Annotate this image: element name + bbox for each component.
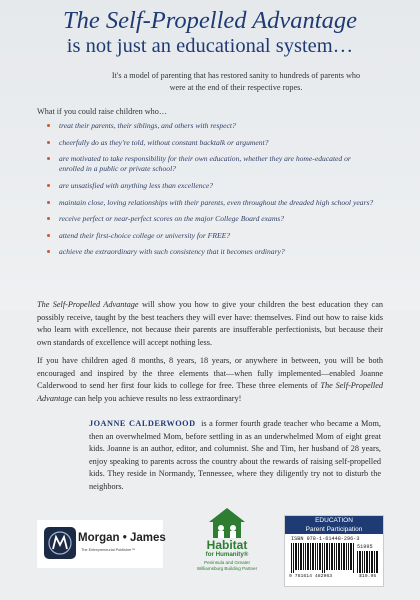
habitat-logo (191, 506, 263, 586)
list-item: cheerfully do as they're told, without constant backtalk or argument? (47, 138, 377, 148)
price-barcode-icon (357, 551, 379, 573)
list-item: are unsatisfied with anything less than excellence? (47, 181, 377, 191)
category-label: EDUCATION Parent Participation (285, 516, 383, 534)
bullet-icon (47, 141, 50, 144)
bullet-icon (47, 217, 50, 220)
list-lead: What if you could raise children who… (37, 107, 168, 116)
bullet-icon (47, 250, 50, 253)
price-label: $19.95 (359, 574, 377, 579)
barcode-icon (291, 543, 355, 573)
list-item: achieve the extraordinary with such consistency that it becomes ordinary? (47, 247, 377, 257)
cover-subtitle: is not just an educational system… (66, 35, 354, 57)
barcode-panel (284, 515, 384, 587)
ean-number: 9 781614 482963 (289, 574, 333, 579)
publisher-mark-icon (44, 527, 76, 559)
question-list (47, 121, 377, 264)
publisher-tagline: The Entrepreneurial Publisher™ (81, 548, 136, 552)
isbn-text: ISBN 978-1-61448-296-3 (291, 536, 360, 542)
publisher-logo (37, 520, 166, 568)
author-bio: JOANNE CALDERWOOD is a former fourth grade teacher who became a Mom, then an overwhelmed Mom, before settling in as an underwhelmed Mom of eight great kids. Joanne is an author, editor, and columnist. She and Tim, her husband of 28 years, enjoy speaking to parents across the country about the rewards of raising self-propelled kids. They reside in Normandy, Tennessee, where they diligently try not to disturb the neighbors. (89, 419, 381, 491)
bullet-icon (47, 124, 50, 127)
description-paragraph: The Self-Propelled Advantage will show you how to give your children the best education they can possibly receive, taught by the best teachers they will ever have: themselves. Find out how to raise kids who learn with excellence, not because their parents are insufferable perfectionists, but because their own standards of excellence will accept nothing less. (37, 300, 383, 347)
list-item: are motivated to take responsibility for their own education, whether they are home-educated or enrolled in a public or private school? (47, 154, 377, 174)
book-title-ref: The Self-Propelled Advantage (37, 300, 139, 309)
list-item: attend their first-choice college or university for FREE? (47, 231, 377, 241)
cover-title: The Self-Propelled Advantage (63, 7, 357, 34)
publisher-name: Morgan • James (78, 532, 166, 544)
book-title-ref: The Self-Propelled Advantage (37, 381, 383, 403)
author-name: JOANNE CALDERWOOD (89, 419, 196, 428)
bullet-icon (47, 234, 50, 237)
list-item: treat their parents, their siblings, and others with respect? (47, 121, 377, 131)
habitat-location: Peninsula and Greater Williamsburg Building Partner (196, 560, 258, 571)
list-item: receive perfect or near-perfect scores on the major College Board exams? (47, 214, 377, 224)
bullet-icon (47, 201, 50, 204)
habitat-name: Habitat (206, 538, 248, 552)
house-people-icon (207, 506, 247, 540)
bullet-icon (47, 157, 50, 160)
price-code: 51995 (357, 544, 373, 550)
list-item: maintain close, loving relationships with their parents, even throughout the dreaded high school years? (47, 198, 377, 208)
intro-text: It's a model of parenting that has restored sanity to hundreds of parents who were at the end of their respective ropes. (111, 71, 361, 92)
encouragement-paragraph: If you have children aged 8 months, 8 years, 18 years, or anywhere in between, you will be both encouraged and inspired by the three elements that—when fully implemented—enabled Joanne Calderwood to send her first four kids to college for free. These three elements of The Self-Propelled Advantage can help you achieve results no less extraordinary! (37, 356, 383, 403)
habitat-subtitle: for Humanity® (205, 551, 249, 558)
bullet-icon (47, 184, 50, 187)
